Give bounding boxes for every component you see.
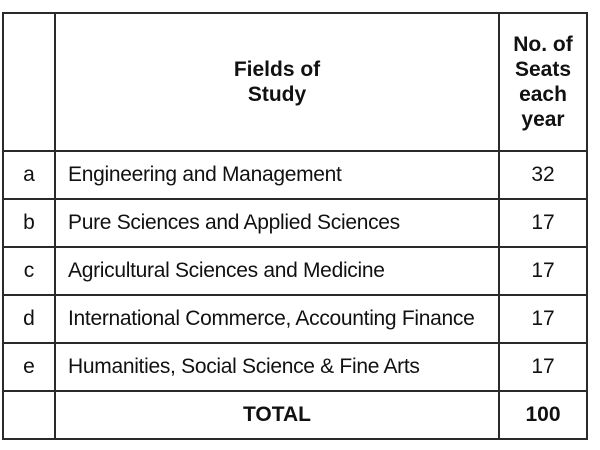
table-total-row [3,391,587,439]
total-label: TOTAL [55,391,499,439]
header-seats-line-3: each [519,83,567,106]
row-index: d [3,295,55,343]
row-seats: 17 [499,199,587,247]
row-index: a [3,151,55,199]
row-seats: 17 [499,247,587,295]
page-top-edge [0,0,600,10]
table-row [3,295,587,343]
header-fields-of-study [55,13,499,151]
table-header-row [3,13,587,151]
row-seats: 17 [499,343,587,391]
header-seats-line-2: Seats [514,58,572,81]
seats-table [2,12,588,440]
table-row [3,247,587,295]
row-field-of-study: Humanities, Social Science & Fine Arts [55,343,499,391]
header-seats-line-4: year [521,108,565,131]
row-field-of-study: Agricultural Sciences and Medicine [55,247,499,295]
table-row [3,199,587,247]
row-field-of-study: Pure Sciences and Applied Sciences [55,199,499,247]
row-index: e [3,343,55,391]
row-index: c [3,247,55,295]
header-index-cell [3,13,55,151]
row-index: b [3,199,55,247]
row-seats: 17 [499,295,587,343]
total-seats: 100 [499,391,587,439]
header-fields-line-1: Fields of [233,58,321,81]
table-row [3,151,587,199]
header-seats-each-year [499,13,587,151]
row-seats: 32 [499,151,587,199]
header-fields-line-2: Study [247,83,307,106]
row-field-of-study: Engineering and Management [55,151,499,199]
table-row [3,343,587,391]
row-field-of-study: International Commerce, Accounting Finance [55,295,499,343]
header-seats-line-1: No. of [513,33,573,56]
total-index-cell [3,391,55,439]
